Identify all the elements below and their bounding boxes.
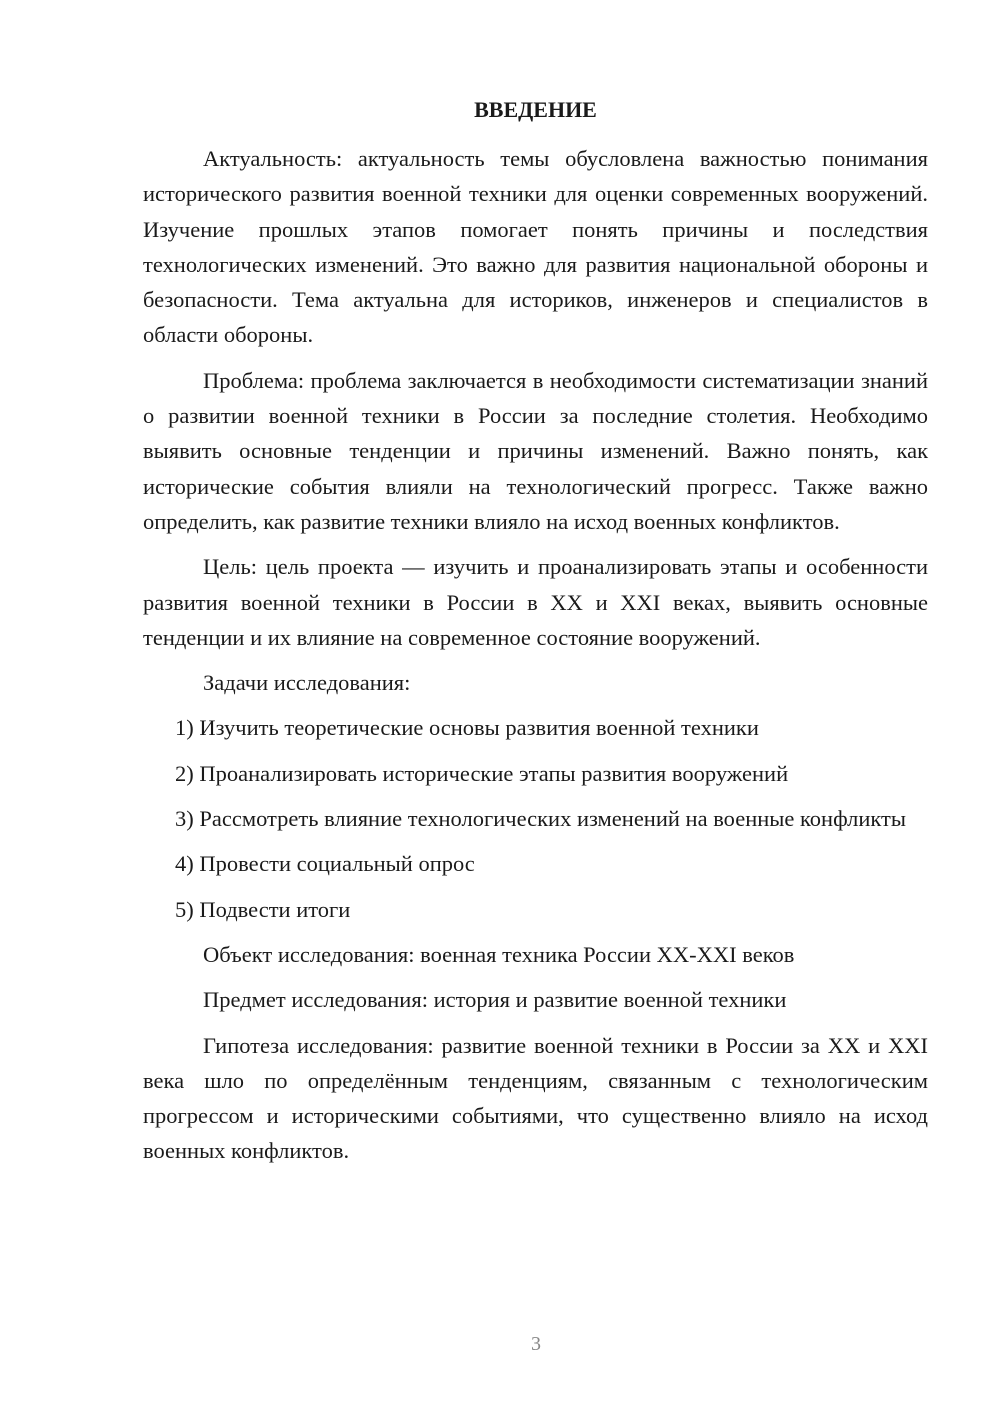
paragraph-problem: Проблема: проблема заключается в необходимости систематизации знаний о развитии военной техники в России за последние столетия. Необходимо выявить основные тенденции и причины изменений. Важно понять, как исторические события влияли на технологический прогресс. Также важно определить, как развитие техники влияло на исход военных конфликтов. xyxy=(143,367,928,534)
page-body xyxy=(143,92,928,1179)
paragraph-subject: Предмет исследования: история и развитие военной техники xyxy=(203,987,787,1013)
page-number: 3 xyxy=(531,1333,541,1355)
paragraph-goal: Цель: цель проекта — изучить и проанализировать этапы и особенности развития военной техники в России в XX и XXI веках, выявить основные тенденции и их влияние на современное состояние вооружений. xyxy=(143,554,928,650)
paragraph-hypothesis: Гипотеза исследования: развитие военной техники в России за XX и XXI века шло по определённым тенденциям, связанным с технологическим прогрессом и историческими событиями, что существенно влияло на исход военных конфликтов. xyxy=(143,1032,928,1164)
page-title: ВВЕДЕНИЕ xyxy=(474,97,597,122)
paragraph-object: Объект исследования: военная техника России XX-XXI веков xyxy=(203,941,795,967)
tasks-heading: Задачи исследования: xyxy=(203,670,411,696)
task-item: 1) Изучить теоретические основы развития военной техники xyxy=(175,715,759,741)
task-item: 4) Провести социальный опрос xyxy=(175,851,475,877)
task-item: 3) Рассмотреть влияние технологических изменений на военные конфликты xyxy=(175,806,906,832)
paragraph-relevance: Актуальность: актуальность темы обусловлена важностью понимания исторического развития военной техники для оценки современных вооружений. Изучение прошлых этапов помогает понять причины и последствия технологических изменений. Это важно для развития национальной обороны и безопасности. Тема актуальна для историков, инженеров и специалистов в области обороны. xyxy=(143,146,928,348)
task-item: 5) Подвести итоги xyxy=(175,896,351,922)
task-item: 2) Проанализировать исторические этапы развития вооружений xyxy=(175,760,789,786)
